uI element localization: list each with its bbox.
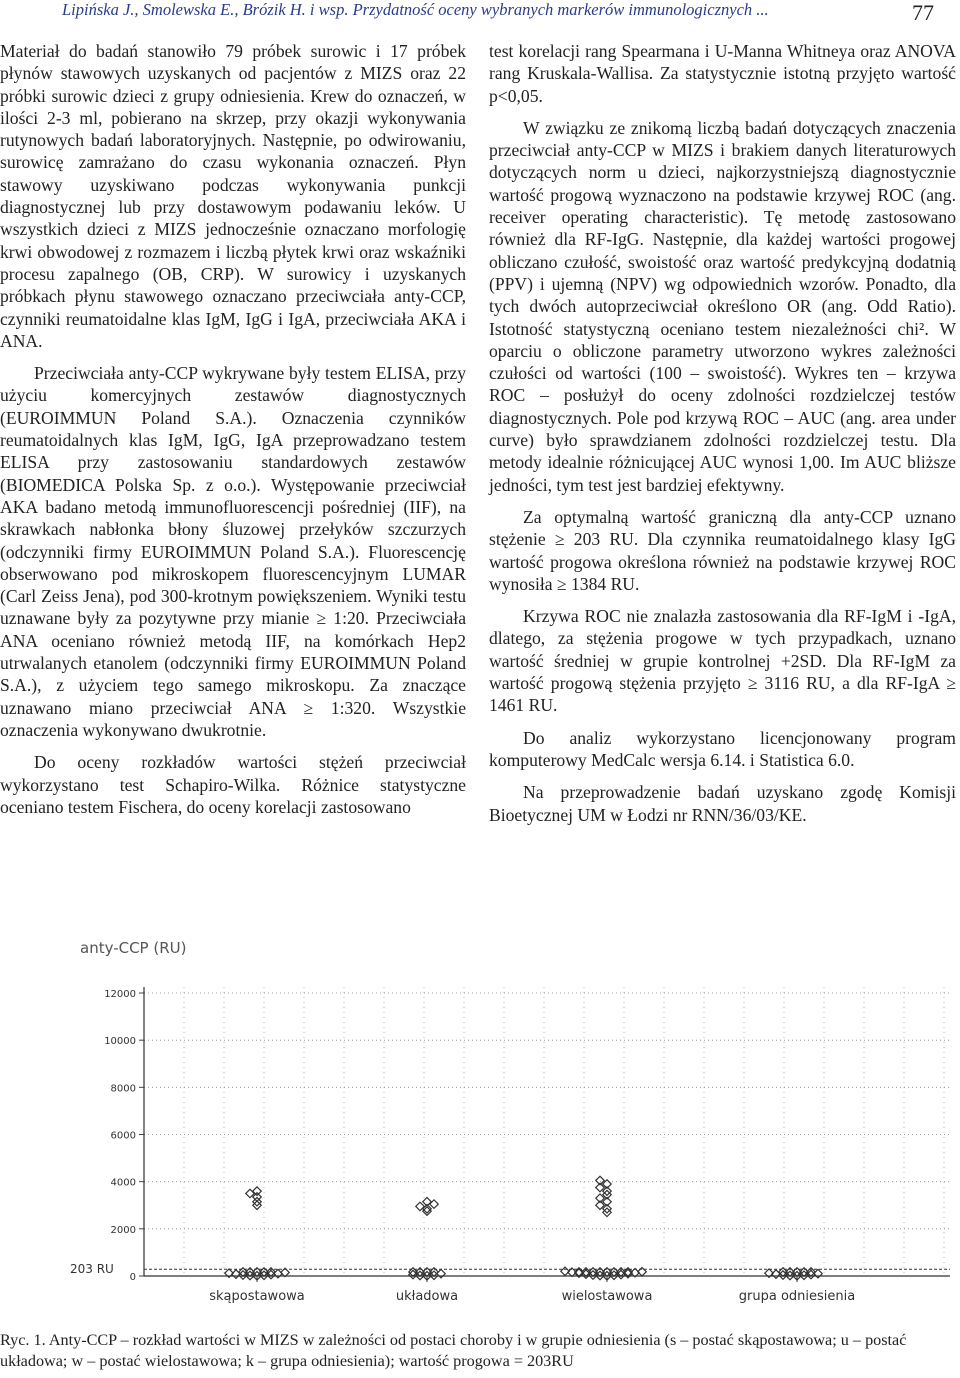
page-number: 77: [912, 0, 934, 25]
threshold-label: 203 RU: [70, 1262, 114, 1277]
paragraph: test korelacji rang Spearmana i U-Manna Whitneya oraz ANOVA rang Kruskala-Wallisa. Za statystycznie istotną przyjęto wartość p<0,05.: [489, 41, 956, 106]
x-tick-label: układowa: [395, 1289, 459, 1304]
y-tick-label: 10000: [104, 1036, 136, 1048]
figure-caption: Ryc. 1. Anty-CCP – rozkład wartości w MIZS w zależności od postaci choroby i w grupie odniesienia (s – postać skąpostawowa; u – postać układowa; w – postać wielostawowa; k – grupa odniesienia); wartość progowa = 203RU: [0, 1331, 907, 1370]
running-header: Lipińska J., Smolewska E., Brózik H. i wsp. Przydatność oceny wybranych markerów immunologicznych ...: [62, 0, 769, 19]
paragraph: Krzywa ROC nie znalazła zastosowania dla RF-IgM i -IgA, dlatego, za stężenia progowe w tych przypadkach, uznano wartość średniej w grupie kontrolnej +2SD. Dla RF-IgM za wartość progową stężenia przyjęto ≥ 3116 RU, a dla RF-IgA ≥ 1461 RU.: [489, 606, 956, 716]
chart-title: anty-CCP (RU): [80, 939, 187, 957]
scatter-plot: [62, 931, 960, 1323]
x-tick-label: skąpostawowa: [209, 1289, 305, 1304]
y-tick-label: 0: [129, 1272, 136, 1283]
paragraph: Na przeprowadzenie badań uzyskano zgodę Komisji Bioetycznej UM w Łodzi nr RNN/36/03/KE.: [489, 782, 956, 825]
y-tick-label: 12000: [104, 989, 136, 1000]
paragraph: Za optymalną wartość graniczną dla anty-CCP uznano stężenie ≥ 203 RU. Dla czynnika reumatoidalnego klasy IgG wartość progowa określona również na podstawie krzywej ROC wynosiła ≥ 1384 RU.: [489, 506, 956, 594]
left-column: [0, 40, 466, 828]
y-tick-label: 2000: [110, 1224, 136, 1236]
y-tick-label: 4000: [110, 1177, 136, 1189]
paragraph: Przeciwciała anty-CCP wykrywane były testem ELISA, przy użyciu komercyjnych zestawów diagnostycznych (EUROIMMUN Poland S.A.). Oznaczenia czynników reumatoidalnych klas IgM, IgG, IgA przeprowadzano testem ELISA przy zastosowaniu standardowych zestawów (BIOMEDICA Polska Sp. z o.o.). Występowanie przeciwciał AKA badano metodą immunofluorescencji pośredniej (IIF), na skrawkach nabłonka błony śluzowej przełyków szczurzych (odczynniki firmy EUROIMMUN Poland S.A.). Fluorescencję obserwowano pod mikroskopem fluorescencyjnym LUMAR (Carl Zeiss Jena), pod 300-krotnym powiększeniem. Wyniki testu uznawane były za pozytywne przy mianie ≥ 1:20. Przeciwciała ANA oceniano również metodą IIF, na komórkach Hep2 utrwalanych etanolem (odczynniki firmy EUROIMMUN Poland S.A.), z użyciem tego samego mikroskopu. Za znaczące uznawano miano przeciwciał ANA ≥ 1:320. Wszystkie oznaczenia wykonywano dwukrotnie.: [0, 363, 466, 740]
paragraph: Do oceny rozkładów wartości stężeń przeciwciał wykorzystano test Schapiro-Wilka. Różnice statystyczne oceniano testem Fischera, do oceny korelacji zastosowano: [0, 752, 466, 817]
paragraph: Materiał do badań stanowiło 79 próbek surowic i 17 próbek płynów stawowych uzyskanych od pacjentów z MIZS oraz 22 próbki surowic dzieci z grupy odniesienia. Krew do oznaczeń, w ilości 2-3 ml, pobierano na skrzep, przy okazji wykonywania rutynowych badań laboratoryjnych. Następnie, po odwirowaniu, surowicę zamrażano do czasu wykonania oznaczeń. Płyn stawowy uzyskiwano podczas wykonywania punkcji diagnostycznej lub przy dostawowym podawaniu leków. U wszystkich dzieci z MIZS jednocześnie oznaczano morfologię krwi obwodowej z rozmazem i liczbą płytek krwi oraz wskaźniki procesu zapalnego (OB, CRP). W surowicy i uzyskanych próbkach płynu stawowego oznaczano przeciwciała anty-CCP, czynniki reumatoidalne klas IgM, IgG i IgA, przeciwciała AKA i ANA.: [0, 41, 466, 351]
y-tick-label: 8000: [110, 1083, 136, 1095]
paragraph: W związku ze znikomą liczbą badań dotyczących znaczenia przeciwciał anty-CCP w MIZS i brakiem danych literaturowych dotyczących norm u dzieci, najkorzystniejszą diagnostycznie wartość progową wyznaczono na podstawie krzywej ROC (ang. receiver operating characteristic). Tę metodę zastosowano również dla RF-IgG. Następnie, dla każdej wartości progowej obliczano czułość, swoistość oraz wartość predykcyjną dodatnią (PPV) i ujemną (NPV) wg odpowiednich wzorów. Ponadto, dla tych dwóch autoprzeciwciał określono OR (ang. Odd Ratio). Istotność statystyczną oceniano testem niezależności chi². W oparciu o obliczone parametry utworzono wykres zależności czułości od wartości (100 – swoistość). Wykres ten – krzywa ROC – posłużył do oceny zdolności rozdzielczej testów diagnostycznych. Pole pod krzywą ROC – AUC (ang. area under curve) było sprawdzianem zdolności rozdzielczej testu. Dla metody idealnie różnicującej AUC wynosi 1,00. Im AUC bliższe jedności, tym test jest bardziej efektywny.: [489, 117, 956, 495]
paragraph: Do analiz wykorzystano licencjonowany program komputerowy MedCalc wersja 6.14. i Statistica 6.0.: [489, 727, 956, 770]
plot-area: [144, 987, 950, 1276]
right-column: [489, 40, 956, 836]
x-tick-label: grupa odniesienia: [738, 1289, 856, 1304]
figure-chart: [62, 931, 960, 1323]
y-tick-label: 6000: [110, 1130, 136, 1142]
x-tick-label: wielostawowa: [561, 1289, 653, 1304]
